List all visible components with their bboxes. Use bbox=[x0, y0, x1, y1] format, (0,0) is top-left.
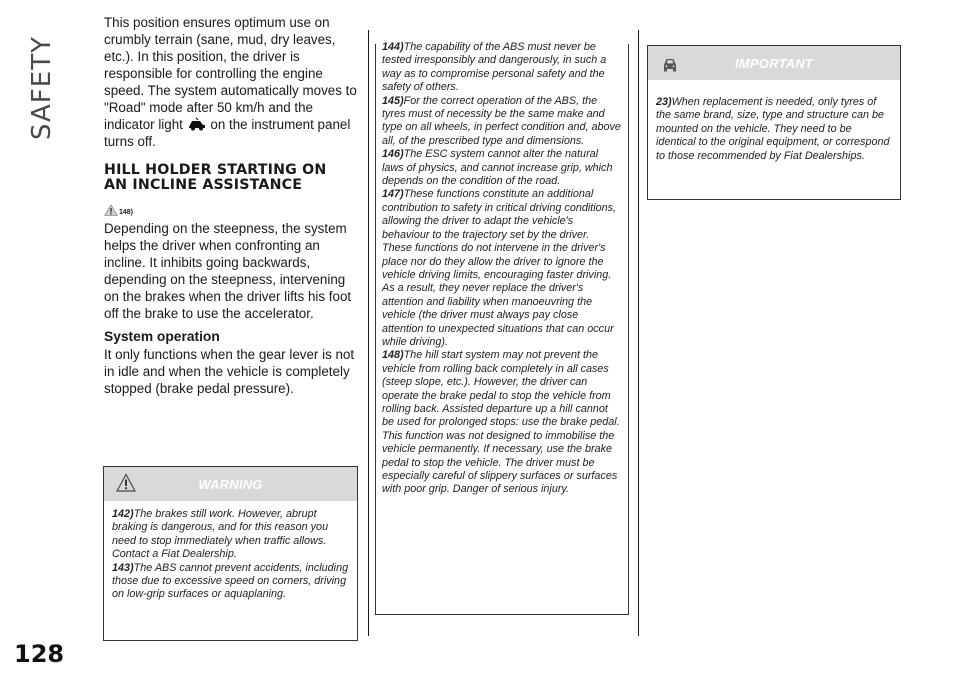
note-text: The brakes still work. However, abrupt braking is dangerous, and for this reason you need to stop immediately when traffic allows. Contact a Fiat Dealership. bbox=[112, 508, 329, 561]
section-label bbox=[6, 30, 76, 140]
note-number: 145) bbox=[382, 94, 404, 107]
important-notes bbox=[648, 80, 900, 163]
page-number: 128 bbox=[14, 640, 65, 668]
note-148 bbox=[382, 349, 622, 496]
note-text: The ESC system cannot alter the natural laws of physics, and cannot increase grip, which depends on the condition of the road. bbox=[382, 148, 613, 188]
note-142 bbox=[112, 508, 351, 562]
intro-paragraph bbox=[104, 14, 360, 150]
warning-box-header bbox=[104, 467, 357, 501]
note-text: The ABS cannot prevent accidents, including those due to excessive speed on corners, driving on low-grip surfaces or aquaplaning. bbox=[112, 561, 349, 601]
warning-triangle-icon bbox=[104, 204, 118, 216]
note-145 bbox=[382, 95, 622, 149]
warning-box bbox=[103, 466, 358, 641]
note-number: 144) bbox=[382, 41, 404, 53]
section-heading: HILL HOLDER STARTING ON AN INCLINE ASSISTANCE bbox=[104, 162, 327, 193]
note-number: 146) bbox=[382, 148, 404, 161]
note-23 bbox=[656, 96, 892, 163]
note-text: These functions constitute an additional contribution to safety in critical driving conditions, allowing the driver to adapt the vehicle's behaviour to the trajectory set by the driver. These functions do not intervene in the driver's place nor do they allow the driver to ignore the vehicle driving limits, encouraging faster driving. As a result, they never replace the driver's attention and liability when manoeuvring the vehicle (the driver must always pay close attention to unexpected situations that can occur while driving). bbox=[382, 188, 617, 348]
note-144 bbox=[382, 41, 622, 95]
note-number: 143) bbox=[112, 561, 134, 574]
warning-title: WARNING bbox=[198, 477, 263, 492]
offroad-indicator-icon bbox=[187, 117, 207, 131]
important-box-header bbox=[648, 46, 900, 80]
notes-list bbox=[376, 41, 628, 497]
note-number: 142) bbox=[112, 508, 134, 520]
note-text: For the correct operation of the ABS, the tyres must of necessity be the same make and type on all wheels, in perfect condition and, above all, of the prescribed type and dimensions. bbox=[382, 94, 621, 147]
important-title: IMPORTANT bbox=[735, 56, 813, 71]
subheading-system-operation: System operation bbox=[104, 329, 220, 344]
note-number: 148) bbox=[382, 349, 404, 362]
note-text: When replacement is needed, only tyres of the same brand, size, type and structure can be mounted on the vehicle. They need to be identical to the original equipment, or correspond to those recommended by Fiat Dealerships. bbox=[656, 96, 890, 162]
section-label-text: SAFETY bbox=[27, 36, 57, 140]
note-147 bbox=[382, 188, 622, 349]
warning-notes bbox=[104, 501, 357, 602]
note-146 bbox=[382, 148, 622, 188]
intro-text-a: This position ensures optimum use on crumbly terrain (sane, mud, dry leaves, etc.). In this position, the driver is responsible for controlling the engine speed. The system automatically moves to "Road" mode after 50 km/h and the indicator light bbox=[104, 15, 357, 132]
note-143 bbox=[112, 562, 351, 602]
column-divider bbox=[368, 30, 369, 636]
intro-text-b: on the instrument panel turns off. bbox=[104, 117, 351, 149]
system-operation-paragraph: It only functions when the gear lever is not in idle and when the vehicle is completely stopped (brake pedal pressure). bbox=[104, 347, 355, 396]
note-text: The capability of the ABS must never be tested irresponsibly and dangerously, in such a way as to compromise personal safety and the safety of others. bbox=[382, 41, 607, 94]
note-text: The hill start system may not prevent the vehicle from rolling back completely in all cases (steep slope, etc.). However, the driver can operate the brake pedal to stop the vehicle from rolling back. Assisted departure up a hill cannot be used for prolonged stops: use the brake pedal. This function was not designed to immobilise the vehicle permanently. If necessary, use the brake pedal to stop the vehicle. The driver must be especially careful of slippery surfaces or surfaces with poor grip. Danger of serious injury. bbox=[382, 349, 620, 496]
hill-holder-paragraph: Depending on the steepness, the system helps the driver when confronting an incline. It inhibits going backwards, depending on the steepness, intervening on the brakes when the driver lifts his foot off the brake to use the accelerator. bbox=[104, 221, 352, 321]
important-box bbox=[647, 45, 901, 200]
column-divider bbox=[638, 30, 639, 636]
reference-number: 148) bbox=[119, 209, 134, 216]
warning-reference bbox=[104, 196, 360, 216]
note-number: 23) bbox=[656, 96, 672, 108]
column-1 bbox=[104, 14, 360, 397]
note-number: 147) bbox=[382, 188, 404, 201]
notes-box bbox=[375, 41, 629, 615]
